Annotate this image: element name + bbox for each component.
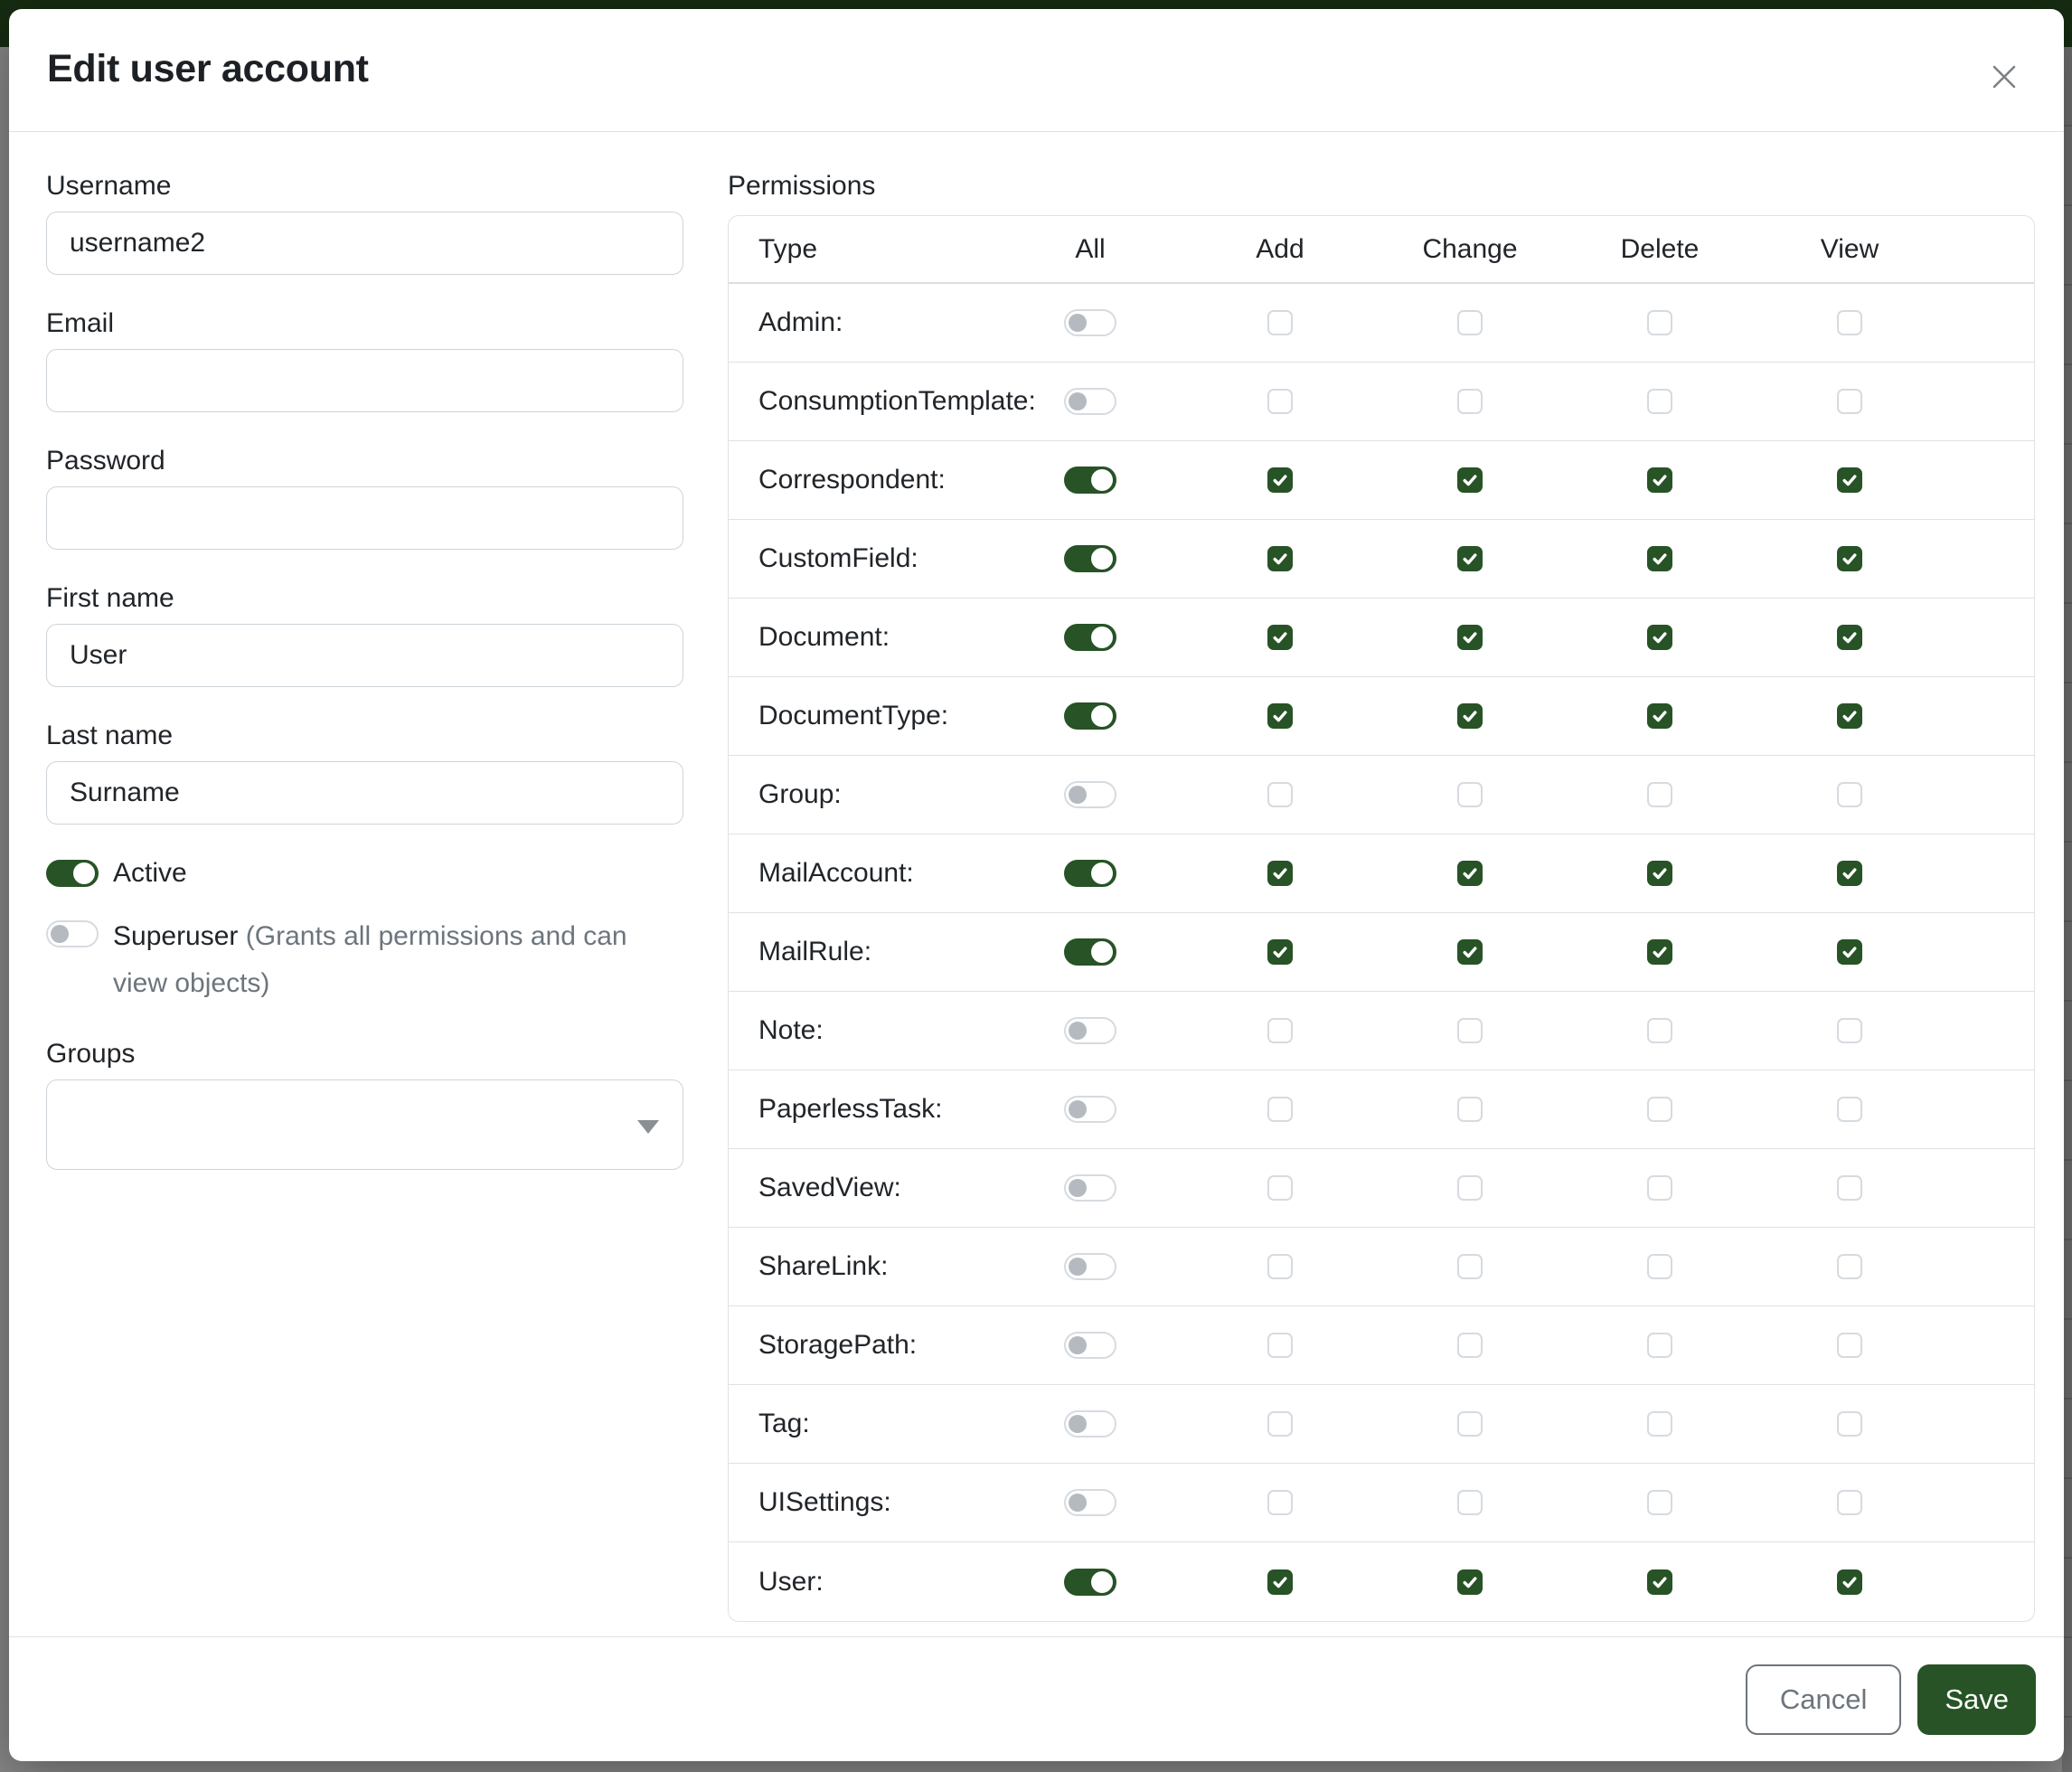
permission-type-label: Correspondent: (758, 465, 946, 495)
permission-row (729, 1385, 2034, 1464)
permission-all-toggle[interactable] (1064, 1253, 1116, 1280)
password-label: Password (46, 446, 165, 476)
toggle-knob (1091, 627, 1113, 648)
toggle-knob (1069, 1258, 1087, 1276)
permission-view-checkbox[interactable] (1837, 782, 1862, 807)
permission-row (729, 756, 2034, 834)
column-header-change: Change (1422, 233, 1518, 264)
toggle-knob (1069, 1100, 1087, 1118)
permission-type-label: User: (758, 1566, 824, 1597)
permission-add-checkbox[interactable] (1267, 782, 1293, 807)
permissions-table (728, 215, 2035, 1622)
permission-row (729, 834, 2034, 913)
permission-delete-checkbox[interactable] (1647, 1333, 1672, 1358)
permission-change-checkbox[interactable] (1457, 703, 1483, 729)
groups-label: Groups (46, 1039, 136, 1069)
permission-change-checkbox[interactable] (1457, 1569, 1483, 1595)
groups-select[interactable] (46, 1079, 683, 1170)
toggle-knob (51, 925, 69, 943)
permission-row (729, 284, 2034, 363)
permission-delete-checkbox[interactable] (1647, 310, 1672, 335)
permission-add-checkbox[interactable] (1267, 939, 1293, 965)
permission-delete-checkbox[interactable] (1647, 389, 1672, 414)
permission-all-toggle[interactable] (1064, 702, 1116, 730)
permission-view-checkbox[interactable] (1837, 1569, 1862, 1595)
permission-change-checkbox[interactable] (1457, 939, 1483, 965)
permission-delete-checkbox[interactable] (1647, 861, 1672, 886)
permission-all-toggle[interactable] (1064, 1489, 1116, 1516)
permission-change-checkbox[interactable] (1457, 1097, 1483, 1122)
permission-row (729, 677, 2034, 756)
permission-add-checkbox[interactable] (1267, 1490, 1293, 1515)
permission-delete-checkbox[interactable] (1647, 1490, 1672, 1515)
permission-type-label: Tag: (758, 1409, 810, 1438)
permission-change-checkbox[interactable] (1457, 1018, 1483, 1043)
permission-change-checkbox[interactable] (1457, 1490, 1483, 1515)
permission-all-toggle[interactable] (1064, 624, 1116, 651)
permission-change-checkbox[interactable] (1457, 861, 1483, 886)
permission-type-label: SavedView: (758, 1173, 901, 1202)
toggle-knob (73, 862, 95, 884)
permission-type-label: Admin: (758, 307, 843, 337)
permission-all-toggle[interactable] (1064, 467, 1116, 494)
last-name-input[interactable] (46, 761, 683, 825)
permission-view-checkbox[interactable] (1837, 1254, 1862, 1279)
toggle-knob (1091, 941, 1113, 963)
groups-field (46, 1038, 683, 1170)
permission-row (729, 441, 2034, 520)
permission-delete-checkbox[interactable] (1647, 625, 1672, 650)
email-input[interactable] (46, 349, 683, 412)
permission-delete-checkbox[interactable] (1647, 1097, 1672, 1122)
column-header-type: Type (758, 233, 818, 264)
permission-all-toggle[interactable] (1064, 1569, 1116, 1596)
permission-row (729, 520, 2034, 599)
column-header-all: All (1075, 233, 1106, 264)
permission-change-checkbox[interactable] (1457, 310, 1483, 335)
active-toggle-row (46, 857, 683, 890)
permission-all-toggle[interactable] (1064, 309, 1116, 336)
permission-add-checkbox[interactable] (1267, 1254, 1293, 1279)
permission-change-checkbox[interactable] (1457, 782, 1483, 807)
permission-delete-checkbox[interactable] (1647, 782, 1672, 807)
user-form (46, 170, 683, 1636)
permission-add-checkbox[interactable] (1267, 703, 1293, 729)
toggle-knob (1069, 1022, 1087, 1040)
permission-view-checkbox[interactable] (1837, 861, 1862, 886)
permission-row (729, 363, 2034, 441)
toggle-knob (1069, 314, 1087, 332)
superuser-text (113, 913, 655, 1007)
username-input[interactable] (46, 212, 683, 275)
close-icon (1991, 63, 2018, 93)
permission-add-checkbox[interactable] (1267, 861, 1293, 886)
permission-type-label: MailRule: (758, 937, 872, 966)
toggle-knob (1091, 862, 1113, 884)
permission-change-checkbox[interactable] (1457, 1411, 1483, 1437)
permission-change-checkbox[interactable] (1457, 1333, 1483, 1358)
permission-type-label: UISettings: (758, 1487, 891, 1517)
modal-body (9, 132, 2064, 1636)
permission-row (729, 599, 2034, 677)
permission-view-checkbox[interactable] (1837, 625, 1862, 650)
permission-view-checkbox[interactable] (1837, 389, 1862, 414)
permission-row (729, 1228, 2034, 1306)
permissions-rows (729, 284, 2034, 1621)
permission-type-label: Document: (758, 622, 890, 652)
permission-all-toggle[interactable] (1064, 1174, 1116, 1202)
toggle-knob (1091, 548, 1113, 570)
permission-row (729, 1306, 2034, 1385)
permission-add-checkbox[interactable] (1267, 1411, 1293, 1437)
toggle-knob (1069, 1336, 1087, 1354)
save-button[interactable]: Save (1917, 1664, 2036, 1735)
permission-delete-checkbox[interactable] (1647, 1569, 1672, 1595)
permission-add-checkbox[interactable] (1267, 546, 1293, 571)
permission-change-checkbox[interactable] (1457, 1254, 1483, 1279)
permission-type-label: ShareLink: (758, 1251, 889, 1281)
toggle-knob (1069, 786, 1087, 804)
permission-delete-checkbox[interactable] (1647, 1411, 1672, 1437)
permissions-label: Permissions (728, 171, 876, 201)
permission-type-label: Group: (758, 779, 842, 809)
permission-type-label: PaperlessTask: (758, 1094, 943, 1124)
permission-change-checkbox[interactable] (1457, 467, 1483, 493)
permission-add-checkbox[interactable] (1267, 1569, 1293, 1595)
permission-delete-checkbox[interactable] (1647, 1018, 1672, 1043)
permission-type-label: ConsumptionTemplate: (758, 386, 1036, 416)
permission-all-toggle[interactable] (1064, 388, 1116, 415)
permission-view-checkbox[interactable] (1837, 1490, 1862, 1515)
edit-user-modal (9, 9, 2064, 1761)
superuser-hint: (Grants all permissions and can view objects) (113, 921, 627, 998)
permission-all-toggle[interactable] (1064, 938, 1116, 966)
permission-all-toggle[interactable] (1064, 1332, 1116, 1359)
first-name-label: First name (46, 583, 174, 613)
permission-add-checkbox[interactable] (1267, 1018, 1293, 1043)
permission-type-label: DocumentType: (758, 701, 949, 730)
permission-row (729, 1149, 2034, 1228)
toggle-knob (1069, 1179, 1087, 1197)
permission-view-checkbox[interactable] (1837, 939, 1862, 965)
cancel-button[interactable]: Cancel (1746, 1664, 1902, 1735)
permission-add-checkbox[interactable] (1267, 625, 1293, 650)
permission-view-checkbox[interactable] (1837, 310, 1862, 335)
column-header-delete: Delete (1620, 233, 1700, 264)
permission-delete-checkbox[interactable] (1647, 467, 1672, 493)
permission-view-checkbox[interactable] (1837, 1411, 1862, 1437)
permission-row (729, 1464, 2034, 1542)
permission-change-checkbox[interactable] (1457, 625, 1483, 650)
toggle-knob (1091, 1571, 1113, 1593)
permission-add-checkbox[interactable] (1267, 1097, 1293, 1122)
permission-all-toggle[interactable] (1064, 781, 1116, 808)
permission-view-checkbox[interactable] (1837, 1097, 1862, 1122)
permission-add-checkbox[interactable] (1267, 310, 1293, 335)
permission-view-checkbox[interactable] (1837, 1333, 1862, 1358)
password-input[interactable] (46, 486, 683, 550)
permission-add-checkbox[interactable] (1267, 1175, 1293, 1201)
permission-type-label: MailAccount: (758, 858, 914, 888)
permission-delete-checkbox[interactable] (1647, 1175, 1672, 1201)
column-header-view: View (1820, 233, 1879, 264)
permission-delete-checkbox[interactable] (1647, 939, 1672, 965)
permission-row (729, 992, 2034, 1070)
username-label: Username (46, 171, 172, 201)
permission-type-label: StoragePath: (758, 1330, 918, 1360)
permission-view-checkbox[interactable] (1837, 546, 1862, 571)
toggle-knob (1069, 392, 1087, 410)
permission-add-checkbox[interactable] (1267, 389, 1293, 414)
superuser-toggle[interactable] (46, 920, 99, 947)
permission-delete-checkbox[interactable] (1647, 1254, 1672, 1279)
active-label: Active (113, 858, 187, 888)
permission-row (729, 913, 2034, 992)
toggle-knob (1069, 1494, 1087, 1512)
permission-add-checkbox[interactable] (1267, 467, 1293, 493)
chevron-down-icon (637, 1120, 659, 1134)
permission-all-toggle[interactable] (1064, 1410, 1116, 1437)
permission-view-checkbox[interactable] (1837, 1175, 1862, 1201)
permission-type-label: Note: (758, 1015, 824, 1045)
toggle-knob (1091, 469, 1113, 491)
modal-header (9, 9, 2064, 132)
email-label: Email (46, 308, 115, 338)
permission-delete-checkbox[interactable] (1647, 546, 1672, 571)
permission-type-label: CustomField: (758, 543, 918, 573)
toggle-knob (1069, 1415, 1087, 1433)
permission-all-toggle[interactable] (1064, 860, 1116, 887)
permissions-table-header (729, 216, 2034, 284)
permission-view-checkbox[interactable] (1837, 703, 1862, 729)
superuser-label: Superuser (113, 921, 239, 951)
permission-delete-checkbox[interactable] (1647, 703, 1672, 729)
modal-footer (9, 1636, 2064, 1761)
active-toggle[interactable] (46, 860, 99, 887)
modal-title: Edit user account (47, 47, 369, 90)
last-name-label: Last name (46, 721, 174, 750)
permission-row (729, 1070, 2034, 1149)
first-name-input[interactable] (46, 624, 683, 687)
close-button[interactable] (1986, 60, 2022, 96)
permission-view-checkbox[interactable] (1837, 1018, 1862, 1043)
superuser-toggle-row (46, 920, 683, 1007)
permission-all-toggle[interactable] (1064, 545, 1116, 572)
permission-change-checkbox[interactable] (1457, 389, 1483, 414)
permissions-section (728, 170, 2035, 1636)
permission-change-checkbox[interactable] (1457, 546, 1483, 571)
permission-all-toggle[interactable] (1064, 1017, 1116, 1044)
permission-view-checkbox[interactable] (1837, 467, 1862, 493)
permission-all-toggle[interactable] (1064, 1096, 1116, 1123)
column-header-add: Add (1256, 233, 1304, 264)
permission-add-checkbox[interactable] (1267, 1333, 1293, 1358)
permission-change-checkbox[interactable] (1457, 1175, 1483, 1201)
permission-row (729, 1542, 2034, 1621)
toggle-knob (1091, 705, 1113, 727)
